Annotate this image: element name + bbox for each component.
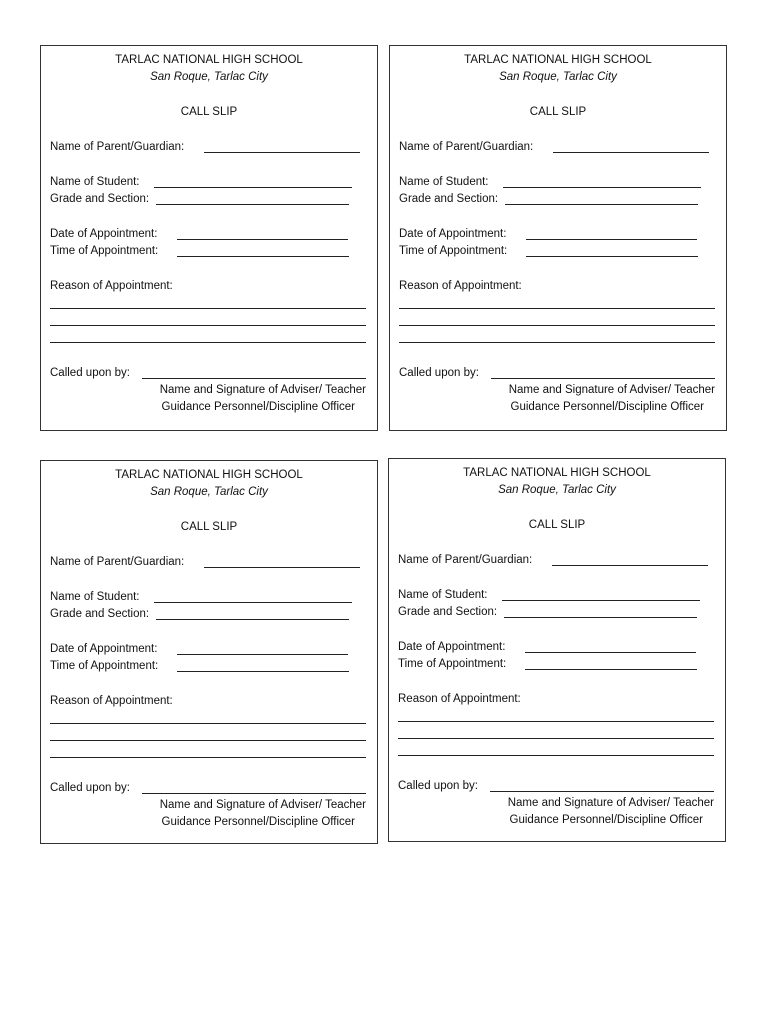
parent-guardian-field[interactable] <box>204 567 360 568</box>
signature-caption-line1: Name and Signature of Adviser/ Teacher <box>507 797 714 809</box>
called-upon-by-field[interactable] <box>142 378 366 379</box>
appointment-reason-line[interactable] <box>50 342 366 343</box>
called-upon-by-label: Called upon by: <box>50 782 130 794</box>
parent-guardian-label: Name of Parent/Guardian: <box>50 556 185 568</box>
grade-section-field[interactable] <box>505 204 698 205</box>
school-location: San Roque, Tarlac City <box>498 484 616 496</box>
called-upon-by-label: Called upon by: <box>399 367 479 379</box>
slip-title: CALL SLIP <box>528 519 586 531</box>
signature-caption-line2: Guidance Personnel/Discipline Officer <box>509 814 703 826</box>
grade-section-label: Grade and Section: <box>399 193 499 205</box>
appointment-time-label: Time of Appointment: <box>398 658 507 670</box>
appointment-date-label: Date of Appointment: <box>398 641 506 653</box>
school-name: TARLAC NATIONAL HIGH SCHOOL <box>115 469 303 481</box>
appointment-time-label: Time of Appointment: <box>50 245 159 257</box>
called-upon-by-label: Called upon by: <box>50 367 130 379</box>
appointment-reason-label: Reason of Appointment: <box>50 695 173 707</box>
school-name: TARLAC NATIONAL HIGH SCHOOL <box>463 467 651 479</box>
student-name-field[interactable] <box>154 187 352 188</box>
signature-caption-line2: Guidance Personnel/Discipline Officer <box>161 401 355 413</box>
appointment-time-field[interactable] <box>526 256 698 257</box>
student-name-label: Name of Student: <box>50 176 140 188</box>
appointment-reason-line[interactable] <box>399 325 715 326</box>
call-slip <box>40 460 378 844</box>
appointment-reason-line[interactable] <box>50 740 366 741</box>
signature-caption-line1: Name and Signature of Adviser/ Teacher <box>508 384 715 396</box>
appointment-date-label: Date of Appointment: <box>50 643 158 655</box>
grade-section-field[interactable] <box>156 204 349 205</box>
grade-section-label: Grade and Section: <box>50 608 150 620</box>
appointment-date-field[interactable] <box>526 239 697 240</box>
parent-guardian-field[interactable] <box>552 565 708 566</box>
appointment-date-field[interactable] <box>525 652 696 653</box>
appointment-reason-line[interactable] <box>398 721 714 722</box>
appointment-time-field[interactable] <box>177 256 349 257</box>
appointment-reason-label: Reason of Appointment: <box>50 280 173 292</box>
student-name-field[interactable] <box>154 602 352 603</box>
appointment-reason-line[interactable] <box>50 757 366 758</box>
school-location: San Roque, Tarlac City <box>499 71 617 83</box>
school-location: San Roque, Tarlac City <box>150 486 268 498</box>
signature-caption-line2: Guidance Personnel/Discipline Officer <box>161 816 355 828</box>
appointment-reason-line[interactable] <box>50 308 366 309</box>
appointment-reason-line[interactable] <box>50 325 366 326</box>
parent-guardian-field[interactable] <box>553 152 709 153</box>
student-name-field[interactable] <box>503 187 701 188</box>
appointment-reason-label: Reason of Appointment: <box>399 280 522 292</box>
called-upon-by-label: Called upon by: <box>398 780 478 792</box>
slip-title: CALL SLIP <box>529 106 587 118</box>
grade-section-field[interactable] <box>504 617 697 618</box>
signature-caption-line1: Name and Signature of Adviser/ Teacher <box>159 384 366 396</box>
parent-guardian-label: Name of Parent/Guardian: <box>399 141 534 153</box>
appointment-time-field[interactable] <box>525 669 697 670</box>
parent-guardian-label: Name of Parent/Guardian: <box>398 554 533 566</box>
appointment-time-label: Time of Appointment: <box>399 245 508 257</box>
call-slip <box>40 45 378 431</box>
call-slip <box>388 458 726 842</box>
parent-guardian-label: Name of Parent/Guardian: <box>50 141 185 153</box>
signature-caption-line1: Name and Signature of Adviser/ Teacher <box>159 799 366 811</box>
appointment-reason-line[interactable] <box>399 342 715 343</box>
called-upon-by-field[interactable] <box>142 793 366 794</box>
slip-title: CALL SLIP <box>180 521 238 533</box>
parent-guardian-field[interactable] <box>204 152 360 153</box>
appointment-reason-line[interactable] <box>50 723 366 724</box>
appointment-reason-line[interactable] <box>399 308 715 309</box>
appointment-time-label: Time of Appointment: <box>50 660 159 672</box>
signature-caption-line2: Guidance Personnel/Discipline Officer <box>510 401 704 413</box>
called-upon-by-field[interactable] <box>491 378 715 379</box>
called-upon-by-field[interactable] <box>490 791 714 792</box>
appointment-time-field[interactable] <box>177 671 349 672</box>
appointment-reason-line[interactable] <box>398 738 714 739</box>
school-name: TARLAC NATIONAL HIGH SCHOOL <box>115 54 303 66</box>
appointment-date-field[interactable] <box>177 239 348 240</box>
student-name-label: Name of Student: <box>399 176 489 188</box>
student-name-field[interactable] <box>502 600 700 601</box>
student-name-label: Name of Student: <box>398 589 488 601</box>
call-slip <box>389 45 727 431</box>
appointment-date-label: Date of Appointment: <box>50 228 158 240</box>
school-location: San Roque, Tarlac City <box>150 71 268 83</box>
student-name-label: Name of Student: <box>50 591 140 603</box>
appointment-date-field[interactable] <box>177 654 348 655</box>
appointment-reason-line[interactable] <box>398 755 714 756</box>
grade-section-label: Grade and Section: <box>50 193 150 205</box>
grade-section-field[interactable] <box>156 619 349 620</box>
appointment-date-label: Date of Appointment: <box>399 228 507 240</box>
slip-title: CALL SLIP <box>180 106 238 118</box>
school-name: TARLAC NATIONAL HIGH SCHOOL <box>464 54 652 66</box>
appointment-reason-label: Reason of Appointment: <box>398 693 521 705</box>
grade-section-label: Grade and Section: <box>398 606 498 618</box>
